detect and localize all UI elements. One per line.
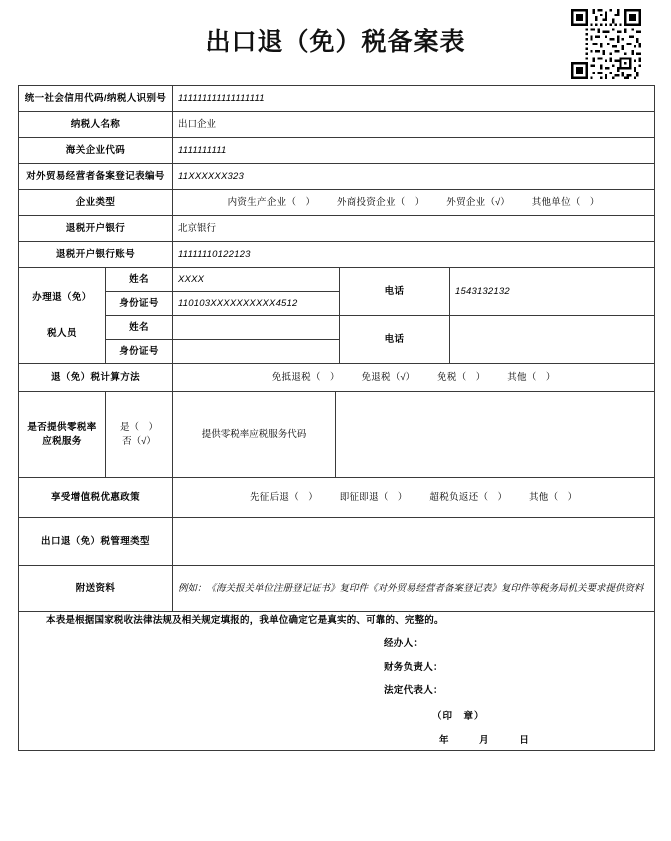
credit-code-label: 统一社会信用代码/纳税人识别号 — [19, 86, 173, 112]
option-3[interactable] — [532, 196, 600, 210]
attachments-label: 附送资料 — [19, 566, 173, 612]
credit-code-value[interactable]: 111111111111111111 — [173, 86, 655, 112]
refund-account-label: 退税开户银行账号 — [19, 242, 173, 268]
checkbox-checked-icon[interactable]: （√） — [131, 435, 156, 447]
export-tax-refund-form — [18, 85, 655, 751]
handler-label-line2: 税人员 — [47, 327, 77, 339]
option-label: 免退税 — [361, 371, 391, 383]
option-label: 外商投资企业 — [336, 196, 396, 208]
option-1[interactable] — [111, 435, 167, 449]
table-row-handler-name-2 — [19, 316, 655, 340]
handler-section-label — [19, 268, 106, 364]
checkbox-empty-icon[interactable]: （ ） — [570, 196, 600, 208]
refund-account-value[interactable]: 11111110122123 — [173, 242, 655, 268]
option-0[interactable] — [272, 371, 340, 385]
date-line[interactable] — [24, 734, 649, 748]
checkbox-empty-icon[interactable]: （ ） — [286, 196, 315, 208]
taxpayer-name-value[interactable]: 出口企业 — [173, 112, 655, 138]
checkbox-empty-icon[interactable]: （ ） — [456, 371, 486, 383]
form-table-container — [18, 85, 654, 751]
option-3[interactable] — [529, 491, 577, 505]
option-0[interactable] — [111, 421, 167, 435]
checkbox-checked-icon[interactable]: （√） — [485, 196, 510, 208]
checkbox-empty-icon[interactable]: （ ） — [526, 371, 556, 383]
signature-legal-representative[interactable]: 法定代表人： — [384, 685, 443, 697]
signature-operator[interactable]: 经办人： — [384, 637, 424, 649]
zero-rate-code-value[interactable] — [336, 392, 655, 478]
table-row-zero-rate-service — [19, 392, 655, 478]
option-label: 外贸企业 — [446, 196, 486, 208]
refund-bank-label: 退税开户银行 — [19, 216, 173, 242]
table-row-attachments — [19, 566, 655, 612]
table-row-enterprise-type — [19, 190, 655, 216]
date-year: 年 — [439, 734, 450, 746]
checkbox-empty-icon[interactable]: （ ） — [310, 371, 340, 383]
handler1-phone-label: 电话 — [340, 268, 450, 316]
option-1[interactable] — [340, 491, 408, 505]
calc-method-options[interactable] — [173, 364, 655, 392]
option-label: 免抵退税 — [271, 371, 311, 383]
zero-rate-service-label — [19, 392, 106, 478]
handler2-phone-label: 电话 — [340, 316, 450, 364]
handler2-name-value[interactable] — [173, 316, 340, 340]
handler1-phone-value[interactable]: 1543132132 — [450, 268, 655, 316]
handler1-id-label: 身份证号 — [106, 292, 173, 316]
checkbox-checked-icon[interactable]: （√） — [390, 371, 416, 383]
refund-bank-value[interactable]: 北京银行 — [173, 216, 655, 242]
table-row-refund-bank — [19, 216, 655, 242]
handler1-id-value[interactable]: 110103XXXXXXXXXX4512 — [173, 292, 340, 316]
option-2[interactable] — [446, 196, 509, 210]
zero-rate-label-line2: 应税服务 — [42, 435, 82, 447]
table-row-customs-code — [19, 138, 655, 164]
page-title: 出口退（免）税备案表 — [205, 29, 466, 56]
handler-label-line1: 办理退（免） — [32, 291, 92, 303]
declaration-block — [19, 612, 655, 751]
option-1[interactable] — [337, 196, 424, 210]
enterprise-type-label: 企业类型 — [19, 190, 173, 216]
option-0[interactable] — [250, 491, 318, 505]
declaration-text: 本表是根据国家税收法律法规及相关规定填报的，我单位确定它是真实的、可靠的、完整的。 — [46, 615, 444, 626]
option-label: 其他单位 — [531, 196, 571, 208]
option-1[interactable] — [361, 371, 415, 385]
handler2-id-label: 身份证号 — [106, 340, 173, 364]
option-2[interactable] — [437, 371, 485, 385]
option-label: 内资生产企业 — [227, 196, 287, 208]
customs-code-label: 海关企业代码 — [19, 138, 173, 164]
calc-method-label: 退（免）税计算方法 — [19, 364, 173, 392]
foreign-trade-reg-no-label: 对外贸易经营者备案登记表编号 — [19, 164, 173, 190]
foreign-trade-reg-no-value[interactable]: 11XXXXXX323 — [173, 164, 655, 190]
option-label: 否 — [122, 435, 132, 447]
date-month: 月 — [479, 734, 490, 746]
option-label: 超税负返还 — [429, 491, 479, 503]
signature-finance-officer[interactable]: 财务负责人： — [384, 661, 443, 673]
page-header — [0, 0, 671, 78]
customs-code-value[interactable]: 1111111111 — [173, 138, 655, 164]
table-row-foreign-trade-reg-no — [19, 164, 655, 190]
table-row-management-type — [19, 518, 655, 566]
handler2-name-label: 姓名 — [106, 316, 173, 340]
handler2-phone-value[interactable] — [450, 316, 655, 364]
handler1-name-value[interactable]: XXXX — [173, 268, 340, 292]
management-type-label: 出口退（免）税管理类型 — [19, 518, 173, 566]
checkbox-empty-icon[interactable]: （ ） — [129, 421, 159, 433]
option-label: 是 — [119, 421, 130, 433]
vat-preferential-options[interactable] — [173, 478, 655, 518]
management-type-value[interactable] — [173, 518, 655, 566]
option-3[interactable] — [507, 371, 555, 385]
option-label: 即征即退 — [339, 491, 379, 503]
date-day: 日 — [519, 734, 530, 746]
zero-rate-service-options[interactable] — [106, 392, 173, 478]
qr-code-icon — [571, 9, 641, 79]
table-row-handler-name-1 — [19, 268, 655, 292]
taxpayer-name-label: 纳税人名称 — [19, 112, 173, 138]
table-row-calc-method — [19, 364, 655, 392]
table-row-refund-account — [19, 242, 655, 268]
checkbox-empty-icon[interactable]: （ ） — [478, 491, 507, 503]
checkbox-empty-icon[interactable]: （ ） — [548, 491, 578, 503]
option-0[interactable] — [228, 196, 315, 210]
option-2[interactable] — [429, 491, 507, 505]
checkbox-empty-icon[interactable]: （ ） — [378, 491, 408, 503]
handler2-id-value[interactable] — [173, 340, 340, 364]
table-row-vat-preferential — [19, 478, 655, 518]
seal-placeholder: （印 章） — [432, 711, 485, 723]
zero-rate-code-label: 提供零税率应税服务代码 — [173, 392, 336, 478]
option-label: 其他 — [507, 371, 527, 383]
vat-preferential-label: 享受增值税优惠政策 — [19, 478, 173, 518]
signature-list — [24, 637, 649, 698]
handler1-name-label: 姓名 — [106, 268, 173, 292]
checkbox-empty-icon[interactable]: （ ） — [289, 491, 318, 503]
attachments-value[interactable]: 例如：《海关报关单位注册登记证书》复印件《对外贸易经营者备案登记表》复印件等税务局机关要求提供资料 — [173, 566, 655, 612]
table-row-declaration — [19, 612, 655, 751]
option-label: 其他 — [528, 491, 549, 503]
table-row-credit-code — [19, 86, 655, 112]
checkbox-empty-icon[interactable]: （ ） — [395, 196, 425, 208]
option-label: 先征后退 — [249, 491, 290, 503]
enterprise-type-options[interactable] — [173, 190, 655, 216]
option-label: 免税 — [437, 371, 457, 383]
zero-rate-label-line1: 是否提供零税率 — [27, 421, 97, 433]
table-row-taxpayer-name — [19, 112, 655, 138]
